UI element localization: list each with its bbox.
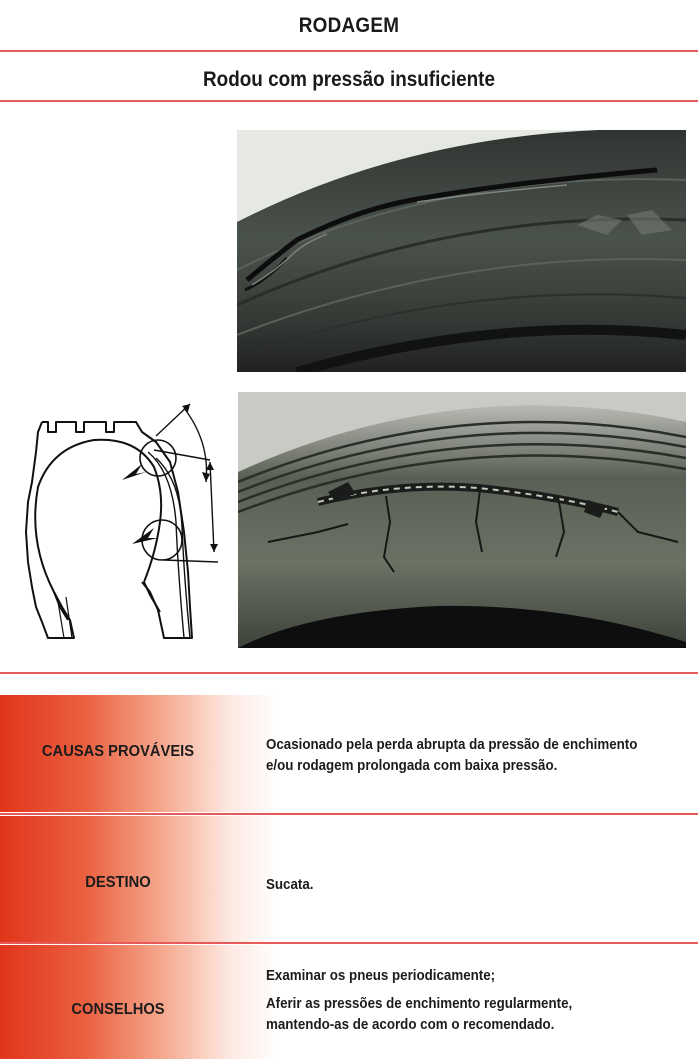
subtitle-rule bbox=[0, 100, 698, 102]
causes-rule bbox=[0, 813, 698, 815]
advice-line-2: Aferir as pressões de enchimento regularmente, bbox=[266, 996, 573, 1012]
causes-line-1: Ocasionado pela perda abrupta da pressão de enchimento bbox=[266, 737, 638, 753]
page-subtitle: Rodou com pressão insuficiente bbox=[203, 68, 495, 91]
tire-crack-photo bbox=[237, 130, 686, 372]
advice-section bbox=[0, 945, 698, 1059]
destination-section bbox=[0, 816, 698, 942]
advice-line-1: Examinar os pneus periodicamente; bbox=[266, 968, 496, 984]
advice-line-3: mantendo-as de acordo com o recomendado. bbox=[266, 1017, 555, 1033]
causes-line-2: e/ou rodagem prolongada com baixa pressão. bbox=[266, 758, 558, 774]
page-title: RODAGEM bbox=[298, 14, 400, 37]
advice-label: CONSELHOS bbox=[71, 1001, 165, 1018]
causes-section bbox=[0, 695, 698, 812]
tire-rupture-photo bbox=[238, 392, 686, 648]
causes-label: CAUSAS PROVÁVEIS bbox=[41, 743, 195, 760]
destination-rule bbox=[0, 942, 698, 944]
figure-rule bbox=[0, 672, 698, 674]
tire-cross-section-diagram bbox=[14, 392, 234, 648]
destination-label: DESTINO bbox=[85, 874, 151, 891]
title-rule bbox=[0, 50, 698, 52]
destination-text: Sucata. bbox=[266, 877, 314, 893]
